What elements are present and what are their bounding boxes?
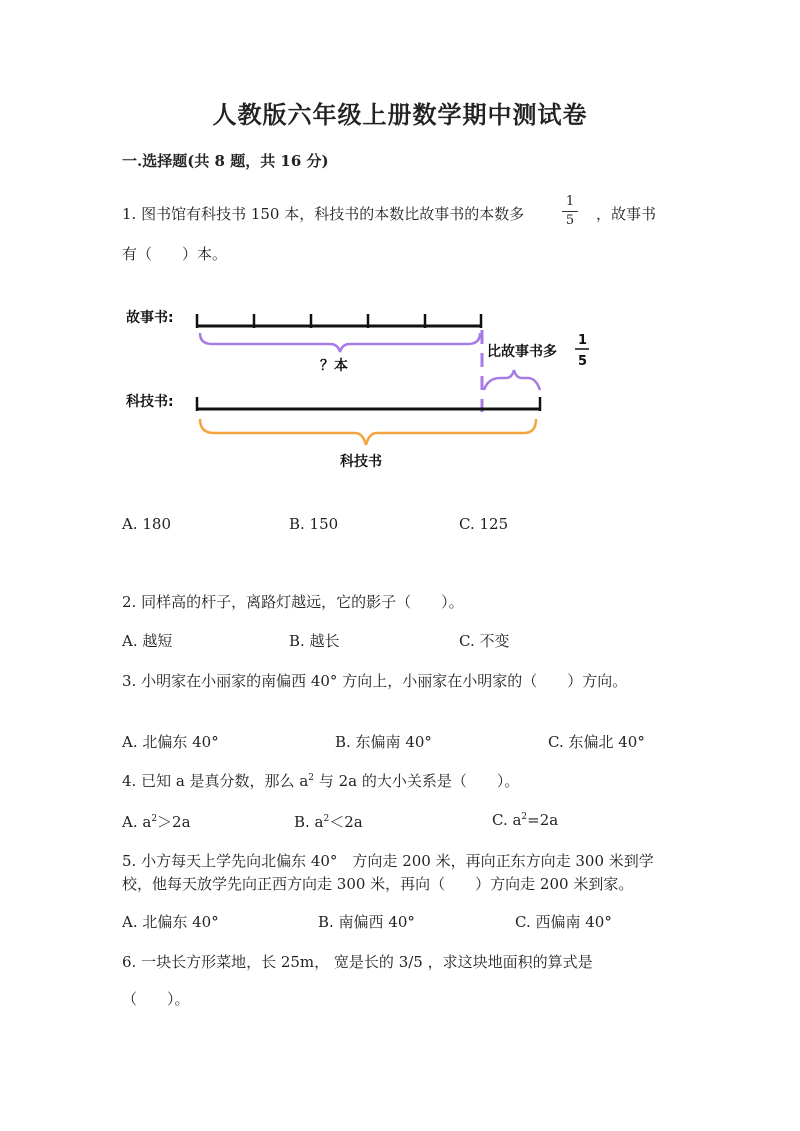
q4-opt-a-after: ＞2a [157, 813, 191, 831]
q3-option-b[interactable]: B. 东偏南 40° [335, 733, 432, 751]
more-frac-num: 1 [578, 333, 588, 348]
more-frac-den: 5 [578, 354, 588, 369]
q1-option-b[interactable]: B. 150 [289, 515, 339, 533]
q1-line2: 有（ ）本。 [122, 245, 228, 263]
more-label: 比故事书多 [487, 344, 557, 360]
q1-fraction [562, 194, 578, 229]
tech-brace-label: 科技书 [340, 454, 382, 470]
section-heading: 一.选择题(共 8 题，共 16 分) [122, 152, 329, 170]
q4-text-before: 4. 已知 a 是真分数，那么 a [122, 772, 309, 790]
q2-option-c[interactable]: C. 不变 [459, 632, 510, 650]
q4-opt-c-sup: 2 [521, 812, 528, 822]
q5-option-c[interactable]: C. 西偏南 40° [515, 913, 612, 931]
q2-option-a[interactable]: A. 越短 [122, 632, 173, 650]
q4-opt-c-before: C. a [492, 811, 522, 829]
q4-opt-b-sup: 2 [323, 814, 330, 824]
q3-option-c[interactable]: C. 东偏北 40° [548, 733, 645, 751]
q5-line2: 校，他每天放学先向正西方向走 300 米，再向（ ）方向走 200 米到家。 [122, 875, 634, 893]
q3-option-a[interactable]: A. 北偏东 40° [122, 733, 219, 751]
q5-line1: 5. 小方每天上学先向北偏东 40° 方向走 200 米，再向正东方向走 300 米到学 [122, 852, 654, 870]
q1-line1 [122, 203, 524, 224]
page-title: 人教版六年级上册数学期中测试卷 [212, 100, 588, 129]
q4-opt-c-after: =2a [527, 811, 559, 829]
q4-opt-a-before: A. a [122, 813, 152, 831]
q2-option-b[interactable]: B. 越长 [289, 632, 340, 650]
q1-frac-bar [562, 211, 578, 212]
extra-brace [484, 370, 540, 390]
q1-diagram [0, 290, 800, 480]
q1-line1-end: ，故事书 [596, 205, 657, 223]
q4-option-c[interactable] [492, 811, 558, 829]
q1-line1-text: 1. 图书馆有科技书 150 本，科技书的本数比故事书的本数多 [122, 205, 525, 223]
question-label: ？本 [320, 358, 348, 374]
q2-text: 2. 同样高的杆子，离路灯越远，它的影子（ ）。 [122, 593, 464, 611]
story-label: 故事书: [126, 310, 174, 326]
q1-frac-den: 5 [565, 213, 575, 228]
q4-opt-a-sup: 2 [151, 814, 158, 824]
q4-opt-b-after: ＜2a [329, 813, 363, 831]
q6-line1: 6. 一块长方形菜地，长 25m， 宽是长的 3/5 ，求这块地面积的算式是 [122, 953, 593, 971]
tech-label: 科技书: [126, 394, 174, 410]
q6-line2: （ ）。 [122, 990, 190, 1008]
q1-option-a[interactable]: A. 180 [122, 515, 171, 533]
q1-frac-num: 1 [565, 194, 575, 209]
story-brace [200, 333, 480, 352]
q4-option-a[interactable] [122, 811, 191, 832]
q4-text-sup: 2 [308, 773, 315, 783]
q1-option-c[interactable]: C. 125 [459, 515, 509, 533]
q4-text-after: 与 2a 的大小关系是（ ）。 [318, 772, 520, 790]
q3-text: 3. 小明家在小丽家的南偏西 40° 方向上，小丽家在小明家的（ ）方向。 [122, 672, 628, 690]
tech-brace [200, 419, 536, 445]
q4-opt-b-before: B. a [294, 813, 324, 831]
q5-option-a[interactable]: A. 北偏东 40° [122, 913, 219, 931]
q5-option-b[interactable]: B. 南偏西 40° [318, 913, 415, 931]
q4-option-b[interactable] [294, 811, 363, 832]
q4-text [122, 770, 519, 791]
